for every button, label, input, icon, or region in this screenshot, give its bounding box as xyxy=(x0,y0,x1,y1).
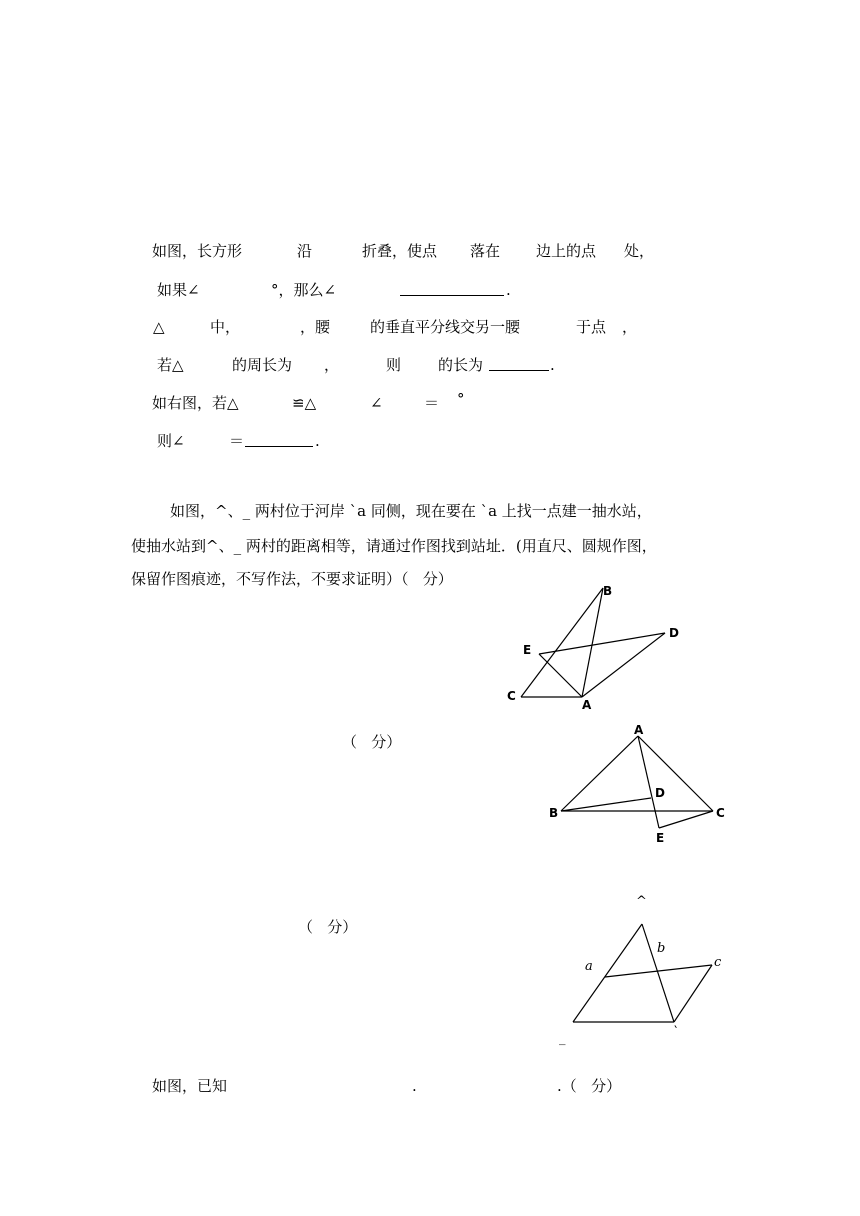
q5-score: （ 分） xyxy=(342,733,402,751)
q1-text-a: 如图，长方形 xyxy=(152,242,243,260)
q2-text-i: ， xyxy=(324,356,340,374)
q3-text-d: ＝ xyxy=(424,394,440,412)
q2-text-d: 的垂直平分线交另一腰 xyxy=(370,318,521,336)
q3-text-a: 如右图，若△ xyxy=(152,394,239,412)
q1-text-e: 边上的点 xyxy=(536,242,597,260)
q2-text-h: 的周长为 xyxy=(232,356,293,374)
fig2-label-E: E xyxy=(656,831,665,845)
fig3-label-b: b xyxy=(657,941,666,956)
q4-line-3: 保留作图痕迹，不写作法，不要求证明）（ 分） xyxy=(131,570,453,588)
q2-text-a: △ xyxy=(153,318,165,336)
q3-text-g: ＝ xyxy=(229,432,245,450)
q3-text-b: ≌△ xyxy=(292,394,317,412)
q2-text-g: 若△ xyxy=(157,356,184,374)
fig1-label-A: A xyxy=(582,698,592,712)
q7-text-c: .（ 分） xyxy=(557,1077,622,1095)
q4-line-2: 使抽水站到^、_ 两村的距离相等，请通过作图找到站址．(用直尺、圆规作图， xyxy=(131,537,657,555)
q7-text-b: . xyxy=(412,1077,417,1095)
q2-text-b: 中， xyxy=(210,318,241,336)
q1-text-c: 折叠，使点 xyxy=(362,242,438,260)
q1-text-d: 落在 xyxy=(470,242,501,260)
fig3-label-a: a xyxy=(585,959,593,974)
fig2-label-B: B xyxy=(549,806,559,820)
q1-text-f: 处， xyxy=(624,242,655,260)
fig3-label-top: ^ xyxy=(636,894,647,909)
q3-text-f: 则∠ xyxy=(157,432,185,450)
fig2-label-A: A xyxy=(634,723,644,737)
fig1-label-C: C xyxy=(507,689,516,703)
fig1-label-D: D xyxy=(669,626,679,640)
fig1-label-B: B xyxy=(603,584,613,598)
q2-text-e: 于点 xyxy=(576,318,607,336)
q7-text-a: 如图，已知 xyxy=(152,1077,228,1095)
fig3-label-c: c xyxy=(714,955,722,970)
q3-text-e: ° xyxy=(457,390,465,408)
q6-score: （ 分） xyxy=(298,918,358,936)
q2-end: . xyxy=(550,356,555,374)
fig1-label-E: E xyxy=(523,643,532,657)
fig2-label-C: C xyxy=(716,806,725,820)
q1-text-b: 沿 xyxy=(297,242,313,260)
q4-line-1: 如图，^、_ 两村位于河岸 `a 同侧，现在要在 `a 上找一点建一抽水站， xyxy=(170,502,652,520)
q3-end: . xyxy=(315,432,320,450)
q1-end: . xyxy=(506,281,511,299)
q2-text-j: 则 xyxy=(386,356,402,374)
fig3-label-bottom-right: ` xyxy=(672,1025,679,1040)
q3-text-c: ∠ xyxy=(370,394,383,412)
fig3-label-bottom-left: _ xyxy=(559,1031,566,1046)
q1-text-g: 如果∠ xyxy=(157,281,200,299)
fig2-label-D: D xyxy=(655,786,665,800)
q2-text-c: ，腰 xyxy=(300,318,331,336)
q1-text-h: °，那么∠ xyxy=(271,281,337,299)
q2-text-k: 的长为 xyxy=(438,356,484,374)
q2-text-f: ， xyxy=(622,318,638,336)
